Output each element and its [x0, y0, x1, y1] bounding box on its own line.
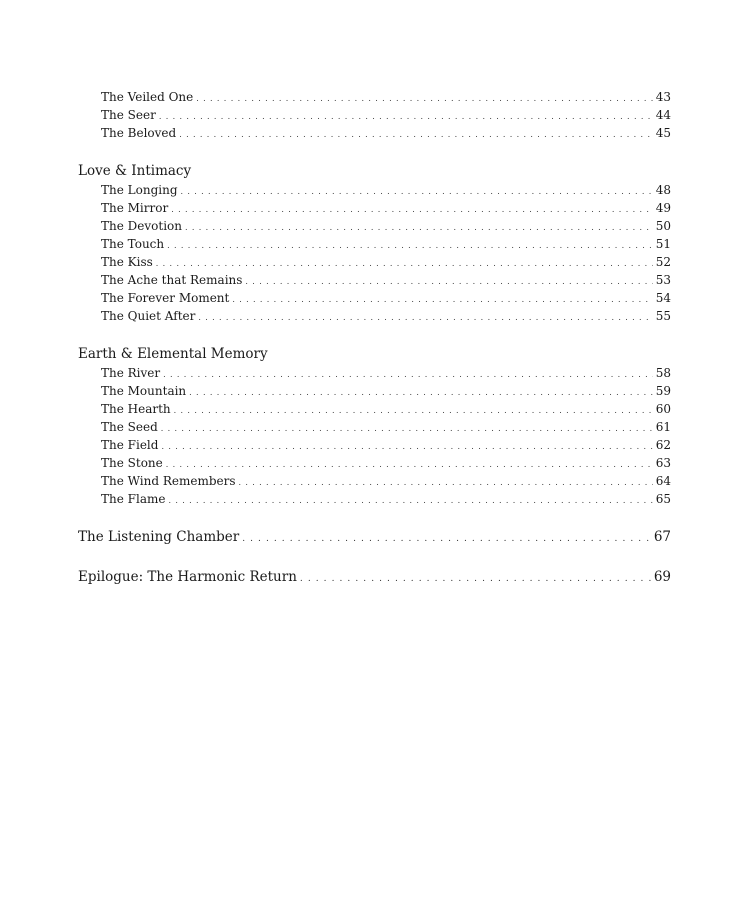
- toc-entry-page: 58: [655, 366, 671, 380]
- toc-entry-title: The Stone: [101, 456, 163, 470]
- dot-leader: [179, 126, 653, 144]
- toc-entry-title: The Ache that Remains: [101, 273, 243, 287]
- dot-leader: [232, 291, 652, 309]
- toc-entry-page: 60: [655, 402, 671, 416]
- toc-entry-title: The Listening Chamber: [78, 529, 240, 545]
- toc-entry-page: 45: [655, 126, 671, 140]
- toc-entry: [101, 181, 671, 199]
- toc-group-earth: [78, 364, 671, 508]
- dot-leader: [161, 420, 653, 438]
- toc-entry: [101, 235, 671, 253]
- dot-leader: [166, 456, 653, 474]
- toc-entry: [101, 199, 671, 217]
- toc-entry: [101, 472, 671, 490]
- table-of-contents-page: [78, 88, 671, 588]
- dot-leader: [163, 366, 653, 384]
- dot-leader: [167, 237, 653, 255]
- toc-entry-page: 59: [655, 384, 671, 398]
- dot-leader: [174, 402, 653, 420]
- toc-entry-title: The Kiss: [101, 255, 153, 269]
- toc-entry: [101, 454, 671, 472]
- toc-entry-title: The Flame: [101, 492, 166, 506]
- toc-entry-title: The Field: [101, 438, 159, 452]
- toc-entry-page: 51: [655, 237, 671, 251]
- dot-leader: [185, 219, 653, 237]
- toc-entry: [101, 400, 671, 418]
- toc-entry: [101, 271, 671, 289]
- dot-leader: [196, 90, 652, 108]
- toc-entry-page: 64: [655, 474, 671, 488]
- dot-leader: [242, 528, 651, 550]
- toc-entry: [101, 253, 671, 271]
- toc-entry-title: The Devotion: [101, 219, 182, 233]
- toc-entry-title: The Mirror: [101, 201, 169, 215]
- toc-entry-title: The Beloved: [101, 126, 177, 140]
- toc-entry-title: The Seed: [101, 420, 158, 434]
- toc-entry-page: 49: [655, 201, 671, 215]
- toc-entry: [101, 364, 671, 382]
- toc-entry-page: 63: [655, 456, 671, 470]
- toc-entry: [101, 418, 671, 436]
- toc-entry-title: The Veiled One: [101, 90, 194, 104]
- toc-entry-page: 61: [655, 420, 671, 434]
- toc-entry: [101, 106, 671, 124]
- dot-leader: [198, 309, 652, 327]
- toc-entry: [101, 289, 671, 307]
- toc-entry-page: 48: [655, 183, 671, 197]
- toc-group-continued: [78, 88, 671, 142]
- toc-entry: [101, 436, 671, 454]
- toc-entry-page: 50: [655, 219, 671, 233]
- dot-leader: [161, 438, 652, 456]
- dot-leader: [245, 273, 652, 291]
- toc-entry-page: 52: [655, 255, 671, 269]
- toc-entry-title: Epilogue: The Harmonic Return: [78, 569, 297, 585]
- toc-entry: [101, 88, 671, 106]
- toc-entry-page: 54: [655, 291, 671, 305]
- toc-entry-title: The Hearth: [101, 402, 171, 416]
- toc-entry-title: The Wind Remembers: [101, 474, 236, 488]
- toc-entry-title: The Longing: [101, 183, 178, 197]
- toc-major-entry-epilogue: [78, 566, 671, 588]
- toc-entry: [101, 217, 671, 235]
- dot-leader: [300, 568, 651, 590]
- toc-major-entry-listening-chamber: [78, 526, 671, 548]
- toc-entry-page: 67: [653, 529, 671, 545]
- toc-entry: [101, 307, 671, 325]
- toc-entry: [101, 490, 671, 508]
- toc-entry-page: 44: [655, 108, 671, 122]
- toc-entry-page: 69: [653, 569, 671, 585]
- toc-entry-title: The Touch: [101, 237, 165, 251]
- toc-entry-page: 53: [655, 273, 671, 287]
- toc-entry: [101, 124, 671, 142]
- toc-entry-title: The Seer: [101, 108, 156, 122]
- dot-leader: [171, 201, 653, 219]
- toc-entry-title: The River: [101, 366, 161, 380]
- toc-entry-page: 62: [655, 438, 671, 452]
- dot-leader: [181, 183, 653, 201]
- dot-leader: [159, 108, 653, 126]
- dot-leader: [168, 492, 652, 510]
- toc-entry: [101, 382, 671, 400]
- toc-entry-page: 55: [655, 309, 671, 323]
- dot-leader: [239, 474, 653, 492]
- toc-entry-title: The Quiet After: [101, 309, 196, 323]
- section-heading-love: Love & Intimacy: [78, 163, 192, 179]
- toc-entry-page: 65: [655, 492, 671, 506]
- toc-entry-page: 43: [655, 90, 671, 104]
- toc-entry-title: The Forever Moment: [101, 291, 230, 305]
- dot-leader: [189, 384, 653, 402]
- toc-entry-title: The Mountain: [101, 384, 187, 398]
- section-heading-earth: Earth & Elemental Memory: [78, 346, 268, 362]
- toc-group-love: [78, 181, 671, 325]
